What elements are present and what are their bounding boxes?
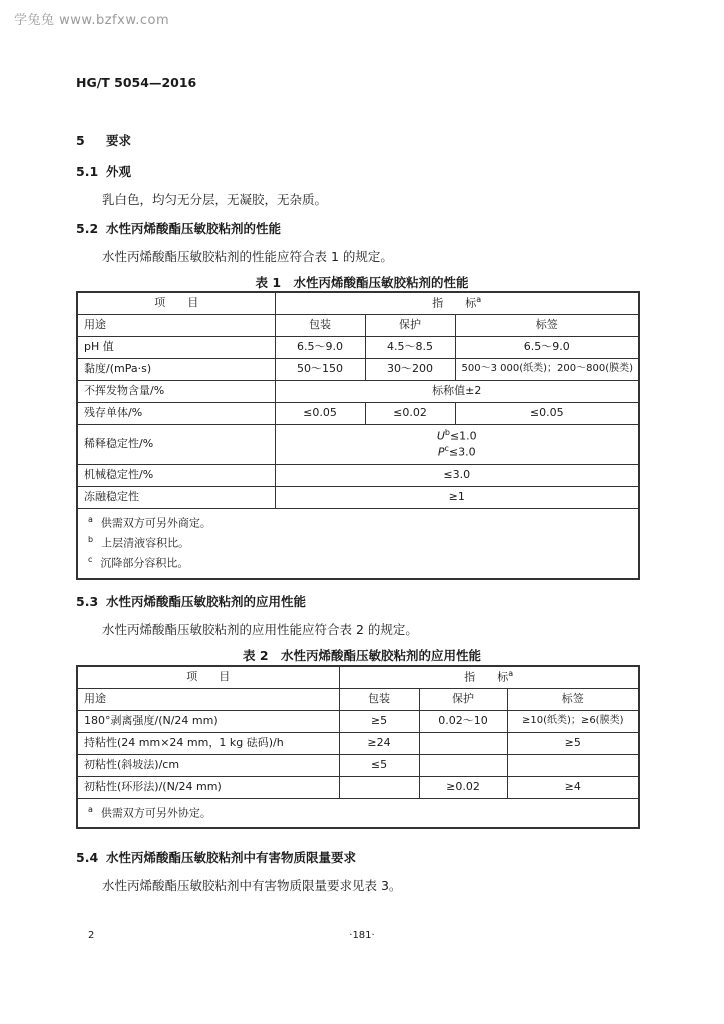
section-title: 水性丙烯酸酯压敏胶粘剂中有害物质限量要求	[106, 850, 357, 865]
table-row	[77, 358, 639, 380]
table-cell	[339, 776, 419, 798]
row-label: 冻融稳定性	[77, 486, 275, 508]
section-title: 水性丙烯酸酯压敏胶粘剂的性能	[106, 221, 282, 236]
row-label: 机械稳定性/%	[77, 464, 275, 486]
footnote-text: 上层清液容积比。	[101, 536, 190, 550]
table-notes	[77, 508, 639, 579]
table-cell: 标签	[507, 688, 639, 710]
row-label: 残存单体/%	[77, 402, 275, 424]
table-row	[77, 486, 639, 508]
section-title: 要求	[106, 133, 132, 148]
section-5-1-text: 乳白色，均匀无分层，无凝胶，无杂质。	[102, 192, 328, 207]
table-2	[76, 665, 640, 829]
row-label: 持粘性(24 mm×24 mm，1 kg 砝码)/h	[77, 732, 339, 754]
table-cell	[419, 732, 507, 754]
row-label: 用途	[77, 314, 275, 336]
table-row	[77, 424, 639, 464]
table-cell: ≤0.05	[455, 402, 639, 424]
section-5-3-text: 水性丙烯酸酯压敏胶粘剂的应用性能应符合表 2 的规定。	[102, 622, 418, 637]
section-5-4-text: 水性丙烯酸酯压敏胶粘剂中有害物质限量要求见表 3。	[102, 878, 402, 893]
table-notes-row	[77, 798, 639, 828]
table-cell: ≤0.05	[275, 402, 365, 424]
standard-number: HG/T 5054—2016	[76, 75, 197, 90]
table-row	[77, 710, 639, 732]
table-row	[77, 402, 639, 424]
table-cell: 30～200	[365, 358, 455, 380]
watermark: 学兔兔 www.bzfxw.com	[14, 13, 170, 28]
table-cell: 保护	[365, 314, 455, 336]
footnote	[88, 533, 628, 553]
footnote	[88, 803, 628, 823]
table-row	[77, 666, 639, 688]
section-5-3-heading	[76, 592, 306, 610]
footnote-text: 供需双方可另外商定。	[100, 516, 211, 530]
section-title: 外观	[106, 164, 132, 179]
table-2-caption: 表 2 水性丙烯酸酯压敏胶粘剂的应用性能	[242, 648, 482, 663]
footnote-mark: c	[444, 444, 449, 453]
row-label: 黏度/(mPa·s)	[77, 358, 275, 380]
table-row	[77, 754, 639, 776]
row-label: 不挥发物含量/%	[77, 380, 275, 402]
table-1	[76, 291, 640, 580]
header-index-footnote-mark: a	[508, 669, 514, 678]
table-cell: 4.5～8.5	[365, 336, 455, 358]
footnote-mark: a	[88, 514, 93, 524]
footnote-mark: b	[444, 427, 450, 437]
table-cell: ≥5	[507, 732, 639, 754]
header-index-label: 指 标	[464, 670, 509, 684]
table-cell	[507, 754, 639, 776]
table-notes-row	[77, 508, 639, 579]
section-number: 5.1	[76, 164, 99, 179]
footnote-mark: b	[88, 534, 94, 544]
header-index	[339, 666, 639, 688]
row-label: 稀释稳定性/%	[77, 424, 275, 464]
table-1-caption: 表 1 水性丙烯酸酯压敏胶粘剂的性能	[255, 275, 469, 290]
table-row	[77, 292, 639, 314]
header-index-footnote-mark: a	[476, 295, 482, 304]
page-center-mark: ·181·	[349, 930, 375, 941]
row-label: 初粘性(环形法)/(N/24 mm)	[77, 776, 339, 798]
table-cell: ≥5	[339, 710, 419, 732]
table-cell: 0.02～10	[419, 710, 507, 732]
table-cell: 500～3 000(纸类)；200～800(膜类)	[455, 358, 639, 380]
header-index	[275, 292, 639, 314]
value: ≤3.0	[448, 445, 476, 459]
table-row	[77, 464, 639, 486]
row-label: pH 值	[77, 336, 275, 358]
table-row	[77, 380, 639, 402]
table-row	[77, 336, 639, 358]
section-5-1-heading	[76, 162, 131, 180]
section-5-heading	[76, 131, 131, 149]
dilution-lower-value	[282, 444, 633, 461]
section-number: 5.2	[76, 221, 99, 236]
table-cell: ≥1	[275, 486, 639, 508]
footnote	[88, 553, 628, 573]
footnote	[88, 513, 628, 533]
header-index-label: 指 标	[432, 296, 477, 310]
section-number: 5	[76, 133, 85, 148]
table-cell: ≥4	[507, 776, 639, 798]
table-cell: 包装	[339, 688, 419, 710]
table-cell: ≤0.02	[365, 402, 455, 424]
table-cell: ≤3.0	[275, 464, 639, 486]
table-cell: 6.5～9.0	[455, 336, 639, 358]
dilution-upper-value	[282, 428, 633, 445]
table-row	[77, 688, 639, 710]
footnote-mark: a	[88, 804, 93, 814]
row-label: 180°剥离强度/(N/24 mm)	[77, 710, 339, 732]
section-number: 5.3	[76, 594, 99, 609]
section-title: 水性丙烯酸酯压敏胶粘剂的应用性能	[106, 594, 307, 609]
row-label: 初粘性(斜坡法)/cm	[77, 754, 339, 776]
table-cell: 6.5～9.0	[275, 336, 365, 358]
section-5-2-heading	[76, 219, 281, 237]
row-label: 用途	[77, 688, 339, 710]
table-row	[77, 732, 639, 754]
table-cell: ≥0.02	[419, 776, 507, 798]
footnote-mark: c	[88, 555, 93, 565]
page-number: 2	[88, 930, 95, 941]
table-cell: 包装	[275, 314, 365, 336]
section-number: 5.4	[76, 850, 99, 865]
symbol-u: U	[436, 429, 445, 443]
footnote-text: 沉降部分容积比。	[100, 556, 189, 570]
table-cell: ≥10(纸类)；≥6(膜类)	[507, 710, 639, 732]
table-row	[77, 776, 639, 798]
table-cell: 标签	[455, 314, 639, 336]
footnote-text: 供需双方可另外协定。	[100, 806, 211, 820]
symbol-p: P	[437, 445, 445, 459]
table-cell: 保护	[419, 688, 507, 710]
table-cell	[275, 424, 639, 464]
table-row	[77, 314, 639, 336]
table-notes	[77, 798, 639, 828]
table-cell: ≤5	[339, 754, 419, 776]
table-cell	[419, 754, 507, 776]
table-cell: 标称值±2	[275, 380, 639, 402]
header-item: 项 目	[77, 666, 339, 688]
value: ≤1.0	[449, 429, 477, 443]
section-5-2-text: 水性丙烯酸酯压敏胶粘剂的性能应符合表 1 的规定。	[102, 249, 393, 264]
section-5-4-heading	[76, 848, 356, 866]
header-item: 项 目	[77, 292, 275, 314]
table-cell: ≥24	[339, 732, 419, 754]
table-cell: 50～150	[275, 358, 365, 380]
